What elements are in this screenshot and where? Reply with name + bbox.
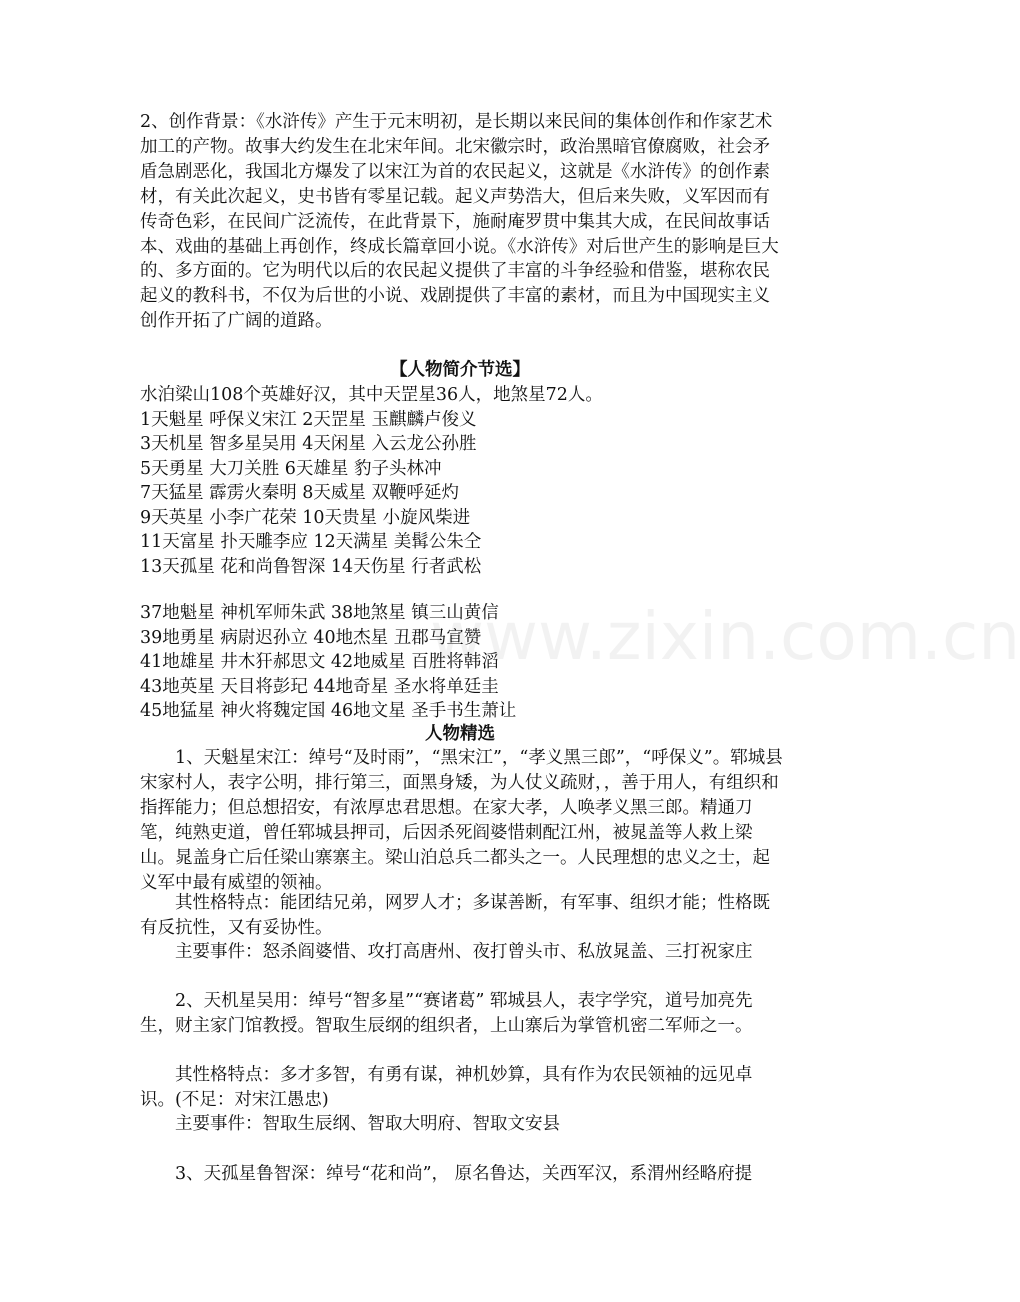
roster-line: 9天英星 小李广花荣 10天贵星 小旋风柴进: [140, 508, 471, 528]
roster-line: 3天机星 智多星吴用 4天闲星 入云龙公孙胜: [140, 434, 477, 454]
wu-yong-traits: 其性格特点：多才多智，有勇有谋，神机妙算，具有作为农民领袖的远见卓识。(不足：对宋江愚忠): [140, 1065, 753, 1110]
watermark: www.zixin.com.cn: [430, 598, 1020, 675]
background-paragraph: 2、创作背景：《水浒传》产生于元末明初，是长期以来民间的集体创作和作家艺术加工的产物。故事大约发生在北宋年间。北宋徽宗时，政治黑暗官僚腐败，社会矛盾急剧恶化，我国北方爆发了以宋江为首的农民起义，这就是《水浒传》的创作素材，有关此次起义，史书皆有零星记载。起义声势浩大，但后来失败，义军因而有传奇色彩，在民间广泛流传，在此背景下，施耐庵罗贯中集其大成，在民间故事话本、戏曲的基础上再创作，终成长篇章回小说。《水浒传》对后世产生的影响是巨大的、多方面的。它为明代以后的农民起义提供了丰富的斗争经验和借鉴，堪称农民起义的教科书，不仅为后世的小说、戏剧提供了丰富的素材，而且为中国现实主义创作开拓了广阔的道路。: [140, 112, 779, 332]
roster-line: 45地猛星 神火将魏定国 46地文星 圣手书生萧让: [140, 701, 517, 721]
song-jiang-intro: 1、天魁星宋江：绰号“及时雨”，“黑宋江”，“孝义黑三郎”，“呼保义”。郓城县宋家村人，表字公明，排行第三，面黑身矮，为人仗义疏财，，善于用人，有组织和指挥能力；但总想招安，有浓厚忠君思想。在家大孝，人唤孝义黑三郎。精通刀笔，纯熟吏道，曾任郓城县押司，后因杀死阎婆惜刺配江州，被晁盖等人救上梁山。晁盖身亡后任梁山寨寨主。梁山泊总兵二都头之一。人民理想的忠义之士，起义军中最有威望的领袖。: [140, 748, 783, 893]
wu-yong-intro: 2、天机星吴用：绰号“智多星”“赛诸葛” 郓城县人，表字学究，道号加亮先生，财主家门馆教授。智取生辰纲的组织者，上山寨后为掌管机密二军师之一。: [140, 991, 753, 1036]
wu-yong-events: 主要事件：智取生辰纲、智取大明府、智取文安县: [175, 1114, 560, 1134]
roster-line: 7天猛星 霹雳火秦明 8天威星 双鞭呼延灼: [140, 483, 459, 503]
lu-zhishen-intro: 3、天孤星鲁智深：绰号“花和尚”， 原名鲁达，关西军汉，系渭州经略府提: [175, 1164, 753, 1184]
roster-line: 39地勇星 病尉迟孙立 40地杰星 丑郡马宣赞: [140, 628, 482, 648]
roster-line: 43地英星 天目将彭玘 44地奇星 圣水将单廷圭: [140, 677, 499, 697]
song-jiang-traits: 其性格特点：能团结兄弟，网罗人才；多谋善断，有军事、组织才能；性格既有反抗性，又有妥协性。: [140, 893, 770, 938]
roster-line: 5天勇星 大刀关胜 6天雄星 豹子头林冲: [140, 459, 442, 479]
roster-line: 13天孤星 花和尚鲁智深 14天伤星 行者武松: [140, 557, 482, 577]
song-jiang-events: 主要事件：怒杀阎婆惜、攻打高唐州、夜打曾头市、私放晁盖、三打祝家庄: [175, 942, 753, 962]
roster-line: 11天富星 扑天雕李应 12天满星 美髯公朱仝: [140, 532, 482, 552]
summary-line: 水泊梁山108个英雄好汉，其中天罡星36人，地煞星72人。: [140, 385, 603, 405]
selection-title: 人物精选: [425, 724, 495, 744]
section-title: 【人物简介节选】: [390, 360, 530, 380]
roster-line: 41地雄星 井木犴郝思文 42地威星 百胜将韩滔: [140, 652, 499, 672]
roster-line: 1天魁星 呼保义宋江 2天罡星 玉麒麟卢俊义: [140, 410, 477, 430]
roster-line: 37地魁星 神机军师朱武 38地煞星 镇三山黄信: [140, 603, 499, 623]
